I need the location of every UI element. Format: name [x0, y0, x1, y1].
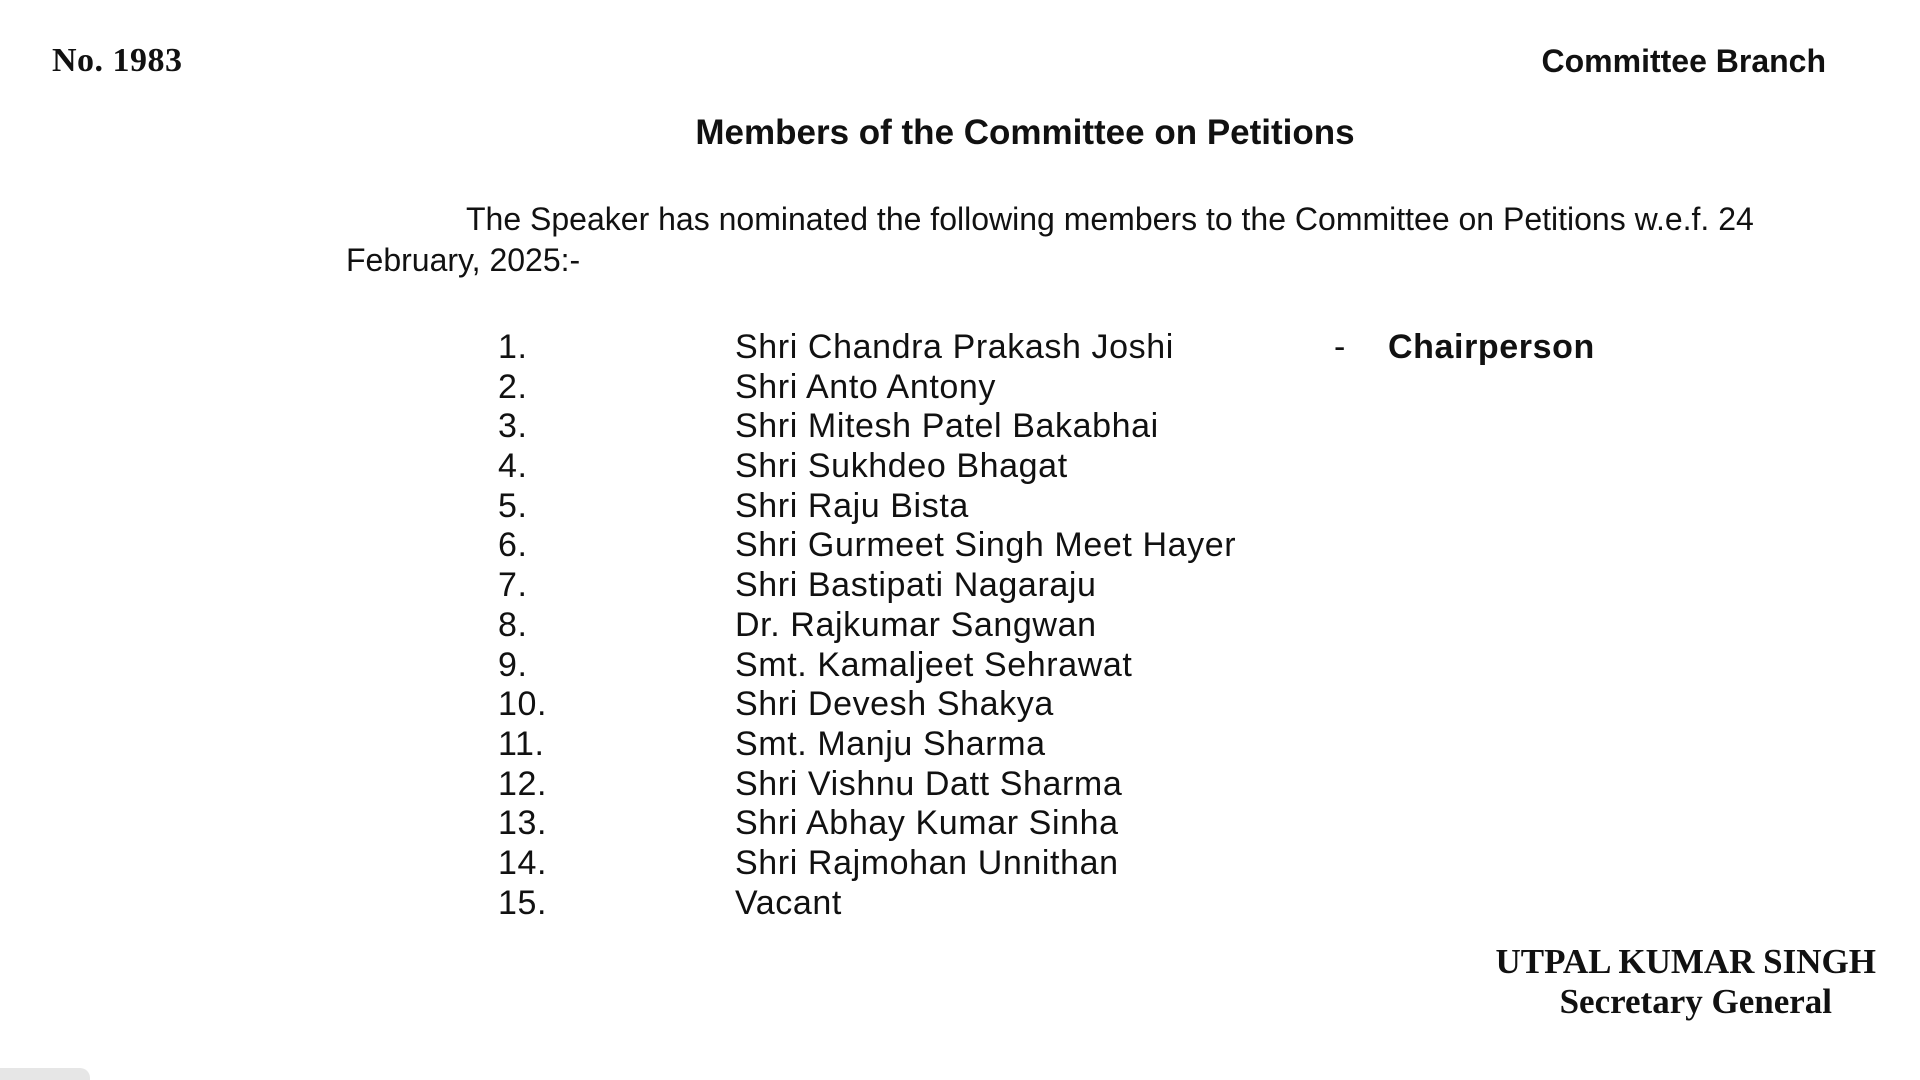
member-name: Shri Bastipati Nagaraju — [735, 566, 1097, 605]
member-number: 6. — [498, 526, 528, 565]
member-number: 7. — [498, 566, 528, 605]
intro-paragraph: The Speaker has nominated the following members to the Committee on Petitions w.e.f. 24 February, 2025:- — [346, 201, 1754, 278]
member-number: 11. — [498, 724, 545, 763]
member-name: Shri Abhay Kumar Sinha — [735, 804, 1119, 843]
member-number: 2. — [498, 367, 528, 406]
member-number: 15. — [498, 883, 548, 922]
member-name: Shri Vishnu Datt Sharma — [735, 764, 1123, 803]
signature-block — [1496, 942, 1877, 1022]
member-name: Dr. Rajkumar Sangwan — [735, 605, 1097, 644]
member-number: 14. — [498, 843, 548, 882]
signatory-designation: Secretary General — [1559, 982, 1832, 1021]
member-role-separator: - — [1334, 328, 1346, 366]
member-name: Shri Rajmohan Unnithan — [735, 843, 1119, 882]
member-number: 10. — [498, 685, 548, 724]
member-name: Vacant — [735, 883, 842, 922]
member-name: Shri Devesh Shakya — [735, 685, 1054, 724]
page-title: Members of the Committee on Petitions — [695, 113, 1355, 152]
member-number: 4. — [498, 447, 528, 486]
page-corner-tab — [0, 1068, 90, 1080]
member-name: Smt. Kamaljeet Sehrawat — [735, 645, 1133, 684]
member-name: Shri Mitesh Patel Bakabhai — [735, 407, 1159, 446]
member-role: Chairperson — [1388, 328, 1595, 366]
member-name: Shri Chandra Prakash Joshi — [735, 328, 1174, 366]
member-number: 3. — [498, 407, 528, 446]
member-name: Smt. Manju Sharma — [735, 724, 1046, 763]
member-name: Shri Sukhdeo Bhagat — [735, 447, 1068, 486]
member-name: Shri Anto Antony — [735, 367, 996, 406]
member-name: Shri Gurmeet Singh Meet Hayer — [735, 526, 1237, 565]
member-number: 1. — [498, 328, 528, 366]
member-number: 5. — [498, 486, 528, 525]
document-number: No. 1983 — [52, 42, 183, 79]
member-number: 9. — [498, 645, 528, 684]
member-number: 13. — [498, 804, 548, 843]
branch-name: Committee Branch — [1541, 43, 1826, 79]
member-name: Shri Raju Bista — [735, 486, 969, 525]
member-number: 8. — [498, 605, 528, 644]
member-number: 12. — [498, 764, 548, 803]
signatory-name: UTPAL KUMAR SINGH — [1495, 942, 1876, 981]
